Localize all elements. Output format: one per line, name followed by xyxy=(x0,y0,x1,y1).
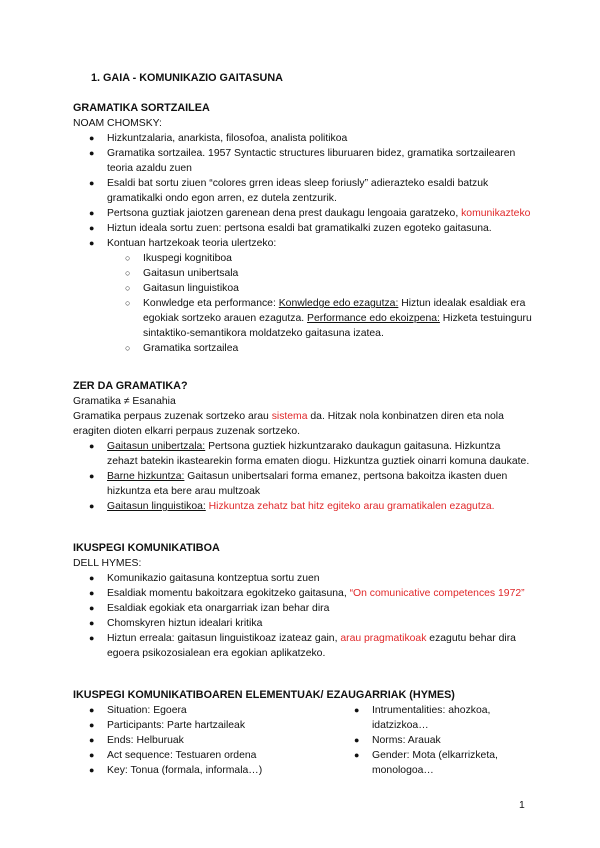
text: Pertsona guztiek hizkuntzarako daukagun gaitasuna. Hizkuntza zehazt batekin ikastearekin forma ematen diogu. Hizkuntza guztiek oinarri komuna daukate. xyxy=(107,441,530,467)
list-item: ● Gramatika sortzailea. 1957 Syntactic structures liburuaren bidez, gramatika sortzailearen teoria azaldu zuen xyxy=(73,146,533,176)
text: Kontuan hartzekoak teoria ulertzeko: xyxy=(107,238,277,249)
text-line: Gramatika ≠ Esanahia xyxy=(73,396,176,407)
highlight-text: arau pragmatikoak xyxy=(340,633,427,644)
section-subheading: DELL HYMES: xyxy=(73,558,142,569)
text: ezagutu behar dira egoera psikozosialean era egokian aplikatzeko. xyxy=(107,633,516,659)
list-item xyxy=(73,631,533,661)
sub-list xyxy=(107,251,533,356)
list-item: ● Chomskyren hiztun idealari kritika xyxy=(73,616,533,631)
section-heading: GRAMATIKA SORTZAILEA xyxy=(73,102,210,114)
text: Konwledge eta performance: xyxy=(143,298,279,309)
list-item: ● Key: Tonua (formala, informala…) xyxy=(73,763,338,778)
highlight-text: komunikazteko xyxy=(461,208,531,219)
section-heading: IKUSPEGI KOMUNIKATIBOAREN ELEMENTUAK/ EZAUGARRIAK (HYMES) xyxy=(73,689,455,701)
section-heading: ZER DA GRAMATIKA? xyxy=(73,380,188,392)
bullet-list-left xyxy=(73,703,338,778)
highlight-text: sistema xyxy=(271,411,308,422)
bullet-list xyxy=(73,131,533,356)
section-ikuspegi-komunikatiboa xyxy=(73,541,533,661)
highlight-text: Hizkuntza zehatz bat hitz egiteko arau gramatikalen ezagutza. xyxy=(205,501,495,512)
section-subheading: NOAM CHOMSKY: xyxy=(73,118,162,129)
bullet-list xyxy=(73,439,533,514)
list-item xyxy=(73,469,533,499)
sub-list-item: ○ Ikuspegi kognitiboa xyxy=(107,251,533,266)
section-zer-da-gramatika xyxy=(73,379,533,514)
sub-list-item xyxy=(107,296,533,341)
text: Pertsona guztiak jaiotzen garenean dena prest daukagu lengoaia garatzeko, xyxy=(107,208,462,219)
section-gramatika-sortzailea xyxy=(73,101,533,356)
list-item: ● Intrumentalities: ahozkoa, idatzizkoa… xyxy=(338,703,533,733)
list-item: ● Hizkuntzalaria, anarkista, filosofoa, analista politikoa xyxy=(73,131,533,146)
text: da. Hitzak nola konbinatzen diren eta nola eragiten dioten elkarri perpaus zuzenak sortzeko. xyxy=(73,411,504,437)
text: Hiztun erreala: gaitasun linguistikoaz izateaz gain, xyxy=(107,633,341,644)
text: Esaldiak momentu bakoitzara egokitzeko gaitasuna, xyxy=(107,588,350,599)
list-item: ● Act sequence: Testuaren ordena xyxy=(73,748,338,763)
highlight-text: “On comunicative competences 1972” xyxy=(349,588,525,599)
list-item: ● Ends: Helburuak xyxy=(73,733,338,748)
list-item: ● Esaldi bat sortu ziuen “colores grren ideas sleep foriusly” adierazteko esaldi batzuk gramatikalki ondo egon arren, ez dutela zentzurik. xyxy=(73,176,533,206)
page-number: 1 xyxy=(519,800,525,811)
text: Gramatika perpaus zuzenak sortzeko arau xyxy=(73,411,272,422)
underlined-term: Konwledge edo ezagutza: xyxy=(278,298,399,309)
list-item xyxy=(73,499,533,514)
underlined-term: Gaitasun unibertzala: xyxy=(107,441,206,452)
section-elementuak xyxy=(73,688,533,778)
bullet-list-right xyxy=(338,703,533,778)
text: Gaitasun unibertsalari forma emanez, pertsona bakoitza ikasten duen hizkuntza eta bere arau multzoak xyxy=(107,471,508,497)
sub-list-item: ○ Gaitasun unibertsala xyxy=(107,266,533,281)
list-item: ● Norms: Arauak xyxy=(338,733,533,748)
list-item: ● Situation: Egoera xyxy=(73,703,338,718)
underlined-term: Barne hizkuntza: xyxy=(107,471,185,482)
list-item xyxy=(73,439,533,469)
section-heading: IKUSPEGI KOMUNIKATIBOA xyxy=(73,542,220,554)
underlined-term: Gaitasun linguistikoa: xyxy=(107,501,206,512)
list-item: ● Komunikazio gaitasuna kontzeptua sortu zuen xyxy=(73,571,533,586)
paragraph xyxy=(73,409,533,439)
list-item: ● Hiztun ideala sortu zuen: pertsona esaldi bat gramatikalki zuzen egoteko gaitasuna. xyxy=(73,221,533,236)
underlined-term: Performance edo ekoizpena: xyxy=(307,313,440,324)
sub-list-item: ○ Gramatika sortzailea xyxy=(107,341,533,356)
list-item xyxy=(73,236,533,356)
text: Hiztun idealak esaldiak era egokiak sortzeko arauen ezagutza. xyxy=(143,298,526,324)
sub-list-item: ○ Gaitasun linguistikoa xyxy=(107,281,533,296)
list-item xyxy=(73,586,533,601)
list-item: ● Gender: Mota (elkarrizketa, monologoa… xyxy=(338,748,533,778)
document-title: 1. GAIA - KOMUNIKAZIO GAITASUNA xyxy=(91,72,283,84)
list-item xyxy=(73,206,533,221)
two-column-list xyxy=(73,703,533,778)
text: Hizketa testuinguru sintaktiko-semantikora moldatzeko gaitasuna izatea. xyxy=(143,313,532,339)
list-item: ● Esaldiak egokiak eta onargarriak izan behar dira xyxy=(73,601,533,616)
bullet-list xyxy=(73,571,533,661)
list-item: ● Participants: Parte hartzaileak xyxy=(73,718,338,733)
